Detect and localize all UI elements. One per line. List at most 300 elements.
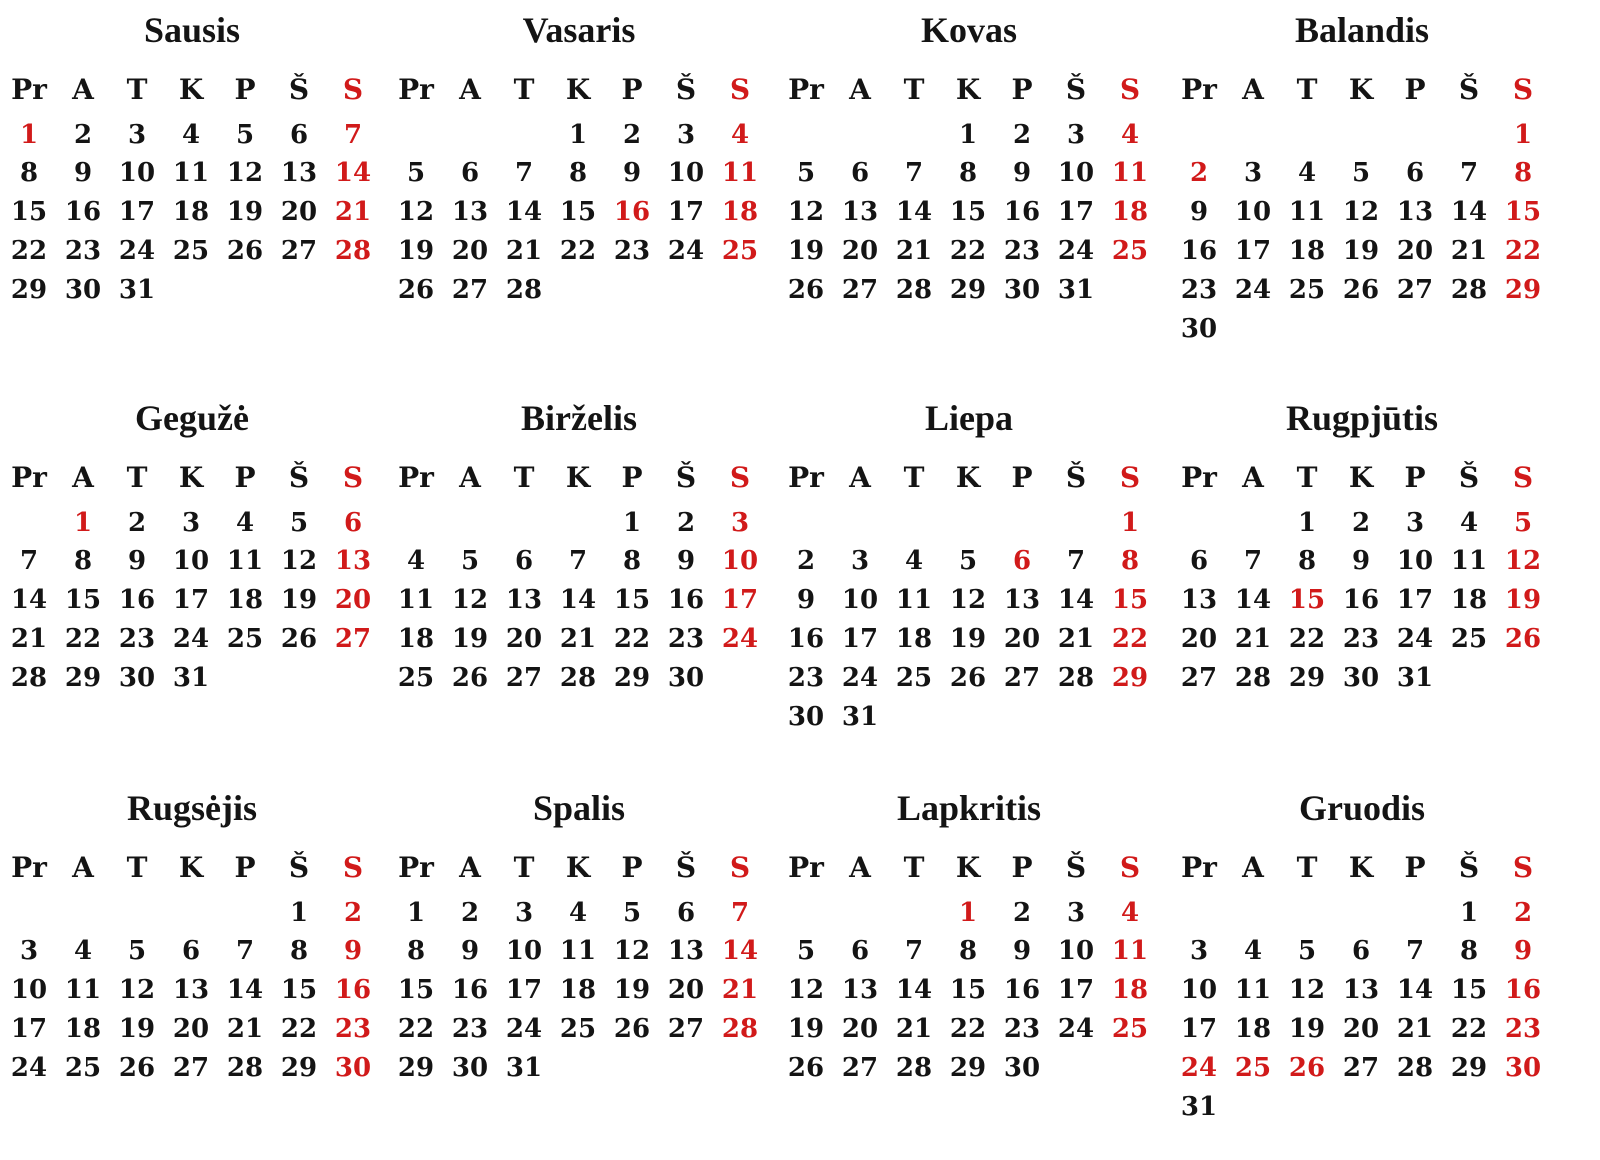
day-cell: 11 [1234,975,1272,1005]
day-cell: 5 [460,546,480,576]
day-cell: 14 [1057,585,1095,615]
weekday-label: Pr [11,461,47,494]
day-cell: 21 [1057,624,1095,654]
day-cell: 25 [895,663,933,693]
days-grid [777,118,1161,358]
day-cell: 6 [850,936,870,966]
day-cell-holiday: 5 [1513,508,1533,538]
day-cell: 16 [64,197,102,227]
day-cell: 29 [280,1053,318,1083]
day-cell-holiday: 9 [1513,936,1533,966]
day-cell: 26 [451,663,489,693]
day-cell: 27 [1342,1053,1380,1083]
day-cell: 21 [505,236,543,266]
day-cell: 4 [406,546,426,576]
day-cell: 21 [559,624,597,654]
weekday-label: Š [1065,851,1087,884]
day-cell: 16 [1180,236,1218,266]
day-cell-holiday: 11 [1111,158,1149,188]
weekday-label: A [459,461,481,494]
day-cell: 17 [1057,975,1095,1005]
day-cell: 24 [1396,624,1434,654]
month-title: Gruodis [1298,788,1426,828]
day-cell-holiday: 7 [343,120,363,150]
weekday-label: Š [1065,73,1087,106]
weekday-label: P [234,461,256,494]
day-cell: 24 [1234,275,1272,305]
day-cell: 10 [1396,546,1434,576]
day-cell-holiday: 12 [1504,546,1542,576]
weekday-label: S [342,461,364,494]
day-cell: 7 [1066,546,1086,576]
day-cell-holiday: 1 [958,898,978,928]
day-cell-holiday: 26 [1504,624,1542,654]
month-title: Birželis [521,398,637,438]
weekday-label: K [565,461,591,494]
day-cell: 10 [1180,975,1218,1005]
day-cell: 10 [118,158,156,188]
day-cell-holiday: 18 [1111,975,1149,1005]
day-cell: 1 [568,120,588,150]
day-cell: 4 [568,898,588,928]
weekday-header-row [0,70,384,110]
day-cell: 17 [172,585,210,615]
weekday-label: Š [1065,461,1087,494]
day-cell: 27 [1180,663,1218,693]
day-cell: 7 [904,158,924,188]
day-cell: 12 [949,585,987,615]
day-cell: 9 [796,585,816,615]
day-cell: 22 [613,624,651,654]
month-title: Rugsėjis [126,788,257,828]
day-cell: 3 [1066,898,1086,928]
weekday-label: S [729,461,751,494]
day-cell: 18 [1234,1014,1272,1044]
day-cell: 8 [406,936,426,966]
day-cell: 7 [1405,936,1425,966]
day-cell: 7 [568,546,588,576]
day-cell: 21 [895,236,933,266]
weekday-label: Pr [11,851,47,884]
day-cell-holiday: 2 [343,898,363,928]
day-cell: 17 [1396,585,1434,615]
weekday-label: K [955,851,981,884]
weekday-label: Pr [788,461,824,494]
day-cell: 18 [397,624,435,654]
day-cell-holiday: 19 [1504,585,1542,615]
day-cell-holiday: 15 [1288,585,1326,615]
weekday-label: P [1404,851,1426,884]
day-cell: 15 [559,197,597,227]
month-0 [0,10,384,370]
weekday-header-row [0,848,384,888]
day-cell: 25 [1288,275,1326,305]
day-cell: 6 [514,546,534,576]
month-title: Sausis [143,10,241,50]
day-cell-holiday: 2 [1189,158,1209,188]
weekday-label: Pr [1181,73,1217,106]
weekday-label: K [565,73,591,106]
day-cell: 5 [796,936,816,966]
weekday-label: A [459,851,481,884]
day-cell: 28 [895,1053,933,1083]
month-5 [387,398,771,758]
day-cell: 17 [118,197,156,227]
day-cell: 27 [172,1053,210,1083]
day-cell: 27 [841,1053,879,1083]
weekday-label: P [234,73,256,106]
day-cell-holiday: 2 [1513,898,1533,928]
day-cell: 8 [289,936,309,966]
day-cell: 13 [1180,585,1218,615]
day-cell: 19 [451,624,489,654]
day-cell: 27 [1003,663,1041,693]
weekday-header-row [387,848,771,888]
day-cell: 27 [841,275,879,305]
day-cell: 31 [172,663,210,693]
month-title: Spalis [532,788,626,828]
day-cell: 22 [64,624,102,654]
day-cell: 20 [1180,624,1218,654]
day-cell-holiday: 29 [1504,275,1542,305]
weekday-label: A [72,851,94,884]
day-cell: 17 [841,624,879,654]
month-10 [777,788,1161,1148]
day-cell: 12 [118,975,156,1005]
day-cell: 3 [1243,158,1263,188]
weekday-header-row [1170,70,1554,110]
weekday-label: P [234,851,256,884]
day-cell: 4 [73,936,93,966]
day-cell: 10 [1234,197,1272,227]
day-cell: 22 [559,236,597,266]
day-cell: 16 [451,975,489,1005]
day-cell: 20 [505,624,543,654]
day-cell-holiday: 15 [1504,197,1542,227]
weekday-label: T [1296,461,1318,494]
weekday-label: P [1404,461,1426,494]
day-cell-holiday: 29 [1111,663,1149,693]
day-cell-holiday: 28 [721,1014,759,1044]
day-cell: 5 [406,158,426,188]
day-cell: 27 [505,663,543,693]
day-cell: 13 [172,975,210,1005]
weekday-header-row [777,458,1161,498]
day-cell-holiday: 16 [334,975,372,1005]
weekday-label: K [178,73,204,106]
day-cell: 26 [226,236,264,266]
day-cell-holiday: 24 [721,624,759,654]
day-cell-holiday: 13 [334,546,372,576]
day-cell: 12 [1342,197,1380,227]
day-cell: 16 [118,585,156,615]
day-cell: 30 [1003,1053,1041,1083]
day-cell: 9 [1012,158,1032,188]
day-cell-holiday: 20 [334,585,372,615]
month-11 [1170,788,1554,1148]
day-cell: 29 [949,275,987,305]
day-cell-holiday: 9 [343,936,363,966]
day-cell: 17 [10,1014,48,1044]
day-cell: 1 [289,898,309,928]
day-cell: 30 [1003,275,1041,305]
day-cell: 15 [64,585,102,615]
day-cell: 28 [505,275,543,305]
day-cell: 8 [73,546,93,576]
weekday-label: Š [675,461,697,494]
month-9 [387,788,771,1148]
weekday-label: S [1512,73,1534,106]
day-cell: 3 [127,120,147,150]
day-cell: 2 [1351,508,1371,538]
day-cell: 2 [460,898,480,928]
day-cell: 19 [1342,236,1380,266]
day-cell: 21 [895,1014,933,1044]
day-cell: 26 [118,1053,156,1083]
day-cell: 11 [397,585,435,615]
day-cell: 25 [1450,624,1488,654]
day-cell: 16 [1342,585,1380,615]
day-cell: 23 [64,236,102,266]
day-cell: 10 [1057,158,1095,188]
day-cell: 13 [505,585,543,615]
weekday-label: K [178,461,204,494]
month-title: Liepa [924,398,1013,438]
weekday-label: K [178,851,204,884]
day-cell: 14 [1396,975,1434,1005]
day-cell-holiday: 6 [1012,546,1032,576]
day-cell: 13 [841,197,879,227]
weekday-label: S [1512,461,1534,494]
day-cell: 22 [280,1014,318,1044]
weekday-label: A [1242,851,1264,884]
day-cell: 30 [667,663,705,693]
day-cell: 6 [1351,936,1371,966]
day-cell: 26 [787,275,825,305]
weekday-label: Š [1458,461,1480,494]
day-cell: 28 [895,275,933,305]
day-cell: 5 [1297,936,1317,966]
day-cell: 8 [568,158,588,188]
day-cell: 16 [1003,975,1041,1005]
month-1 [387,10,771,370]
day-cell: 6 [850,158,870,188]
day-cell: 13 [1003,585,1041,615]
day-cell: 13 [667,936,705,966]
weekday-label: T [1296,73,1318,106]
weekday-label: Pr [398,73,434,106]
day-cell-holiday: 25 [1111,1014,1149,1044]
day-cell: 12 [787,197,825,227]
weekday-label: Š [288,461,310,494]
day-cell: 20 [841,236,879,266]
day-cell: 15 [613,585,651,615]
weekday-label: T [126,461,148,494]
day-cell: 14 [895,975,933,1005]
day-cell: 3 [181,508,201,538]
day-cell: 11 [559,936,597,966]
day-cell: 13 [1342,975,1380,1005]
weekday-label: Š [1458,851,1480,884]
day-cell-holiday: 8 [1513,158,1533,188]
day-cell: 18 [1450,585,1488,615]
weekday-header-row [1170,848,1554,888]
weekday-label: T [903,73,925,106]
day-cell: 15 [949,975,987,1005]
day-cell: 9 [622,158,642,188]
day-cell: 17 [667,197,705,227]
day-cell: 6 [676,898,696,928]
day-cell: 16 [787,624,825,654]
day-cell: 15 [10,197,48,227]
day-cell: 16 [667,585,705,615]
day-cell: 10 [667,158,705,188]
day-cell: 24 [10,1053,48,1083]
day-cell: 18 [226,585,264,615]
weekday-label: Pr [1181,461,1217,494]
day-cell: 19 [397,236,435,266]
day-cell: 27 [667,1014,705,1044]
day-cell: 20 [1003,624,1041,654]
days-grid [777,506,1161,746]
day-cell: 9 [127,546,147,576]
day-cell: 23 [1180,275,1218,305]
day-cell: 31 [1057,275,1095,305]
weekday-label: S [729,851,751,884]
day-cell: 28 [10,663,48,693]
day-cell: 30 [118,663,156,693]
day-cell: 1 [1459,898,1479,928]
day-cell-holiday: 1 [73,508,93,538]
day-cell: 17 [1234,236,1272,266]
day-cell-holiday: 4 [1120,120,1140,150]
day-cell: 5 [127,936,147,966]
weekday-label: K [955,73,981,106]
day-cell: 29 [949,1053,987,1083]
weekday-label: P [1011,461,1033,494]
day-cell: 15 [949,197,987,227]
day-cell: 2 [73,120,93,150]
weekday-label: S [1119,73,1141,106]
month-title: Vasaris [522,10,636,50]
day-cell: 30 [1342,663,1380,693]
weekday-label: T [903,461,925,494]
day-cell-holiday: 14 [721,936,759,966]
day-cell: 13 [841,975,879,1005]
day-cell: 19 [118,1014,156,1044]
days-grid [0,896,384,1136]
day-cell: 13 [280,158,318,188]
day-cell-holiday: 22 [1111,624,1149,654]
day-cell: 23 [613,236,651,266]
day-cell: 9 [73,158,93,188]
weekday-label: A [849,461,871,494]
day-cell: 22 [949,236,987,266]
day-cell: 20 [172,1014,210,1044]
day-cell: 4 [904,546,924,576]
month-8 [0,788,384,1148]
weekday-label: Š [288,851,310,884]
weekday-label: S [1512,851,1534,884]
day-cell: 10 [841,585,879,615]
day-cell: 13 [1396,197,1434,227]
day-cell: 9 [1351,546,1371,576]
day-cell: 28 [226,1053,264,1083]
day-cell: 24 [1057,1014,1095,1044]
day-cell: 19 [787,236,825,266]
day-cell: 4 [1459,508,1479,538]
day-cell: 8 [1297,546,1317,576]
day-cell: 18 [559,975,597,1005]
day-cell-holiday: 1 [19,120,39,150]
day-cell-holiday: 11 [721,158,759,188]
weekday-label: K [1348,851,1374,884]
weekday-label: S [342,73,364,106]
weekday-label: T [513,851,535,884]
day-cell: 18 [1288,236,1326,266]
day-cell: 5 [289,508,309,538]
month-title: Lapkritis [896,788,1042,828]
day-cell-holiday: 25 [721,236,759,266]
month-3 [1170,10,1554,370]
day-cell: 9 [676,546,696,576]
day-cell: 22 [949,1014,987,1044]
weekday-label: Pr [398,851,434,884]
weekday-label: A [459,73,481,106]
day-cell: 3 [514,898,534,928]
day-cell: 21 [226,1014,264,1044]
day-cell: 8 [958,158,978,188]
days-grid [1170,506,1554,746]
day-cell: 20 [841,1014,879,1044]
day-cell: 11 [64,975,102,1005]
day-cell: 28 [1396,1053,1434,1083]
day-cell: 2 [1012,898,1032,928]
day-cell: 2 [622,120,642,150]
weekday-label: S [1119,851,1141,884]
day-cell: 17 [1180,1014,1218,1044]
weekday-label: Pr [788,73,824,106]
day-cell-holiday: 21 [334,197,372,227]
day-cell: 24 [1057,236,1095,266]
day-cell: 28 [559,663,597,693]
day-cell: 6 [181,936,201,966]
day-cell: 21 [1450,236,1488,266]
day-cell: 7 [1243,546,1263,576]
weekday-label: S [342,851,364,884]
day-cell: 8 [1459,936,1479,966]
day-cell: 27 [451,275,489,305]
day-cell: 11 [172,158,210,188]
day-cell: 10 [505,936,543,966]
day-cell: 15 [1450,975,1488,1005]
day-cell: 5 [1351,158,1371,188]
weekday-label: T [903,851,925,884]
day-cell-holiday: 30 [1504,1053,1542,1083]
days-grid [777,896,1161,1136]
day-cell-holiday: 26 [1288,1053,1326,1083]
weekday-label: K [1348,461,1374,494]
days-grid [0,506,384,746]
weekday-label: Pr [398,461,434,494]
weekday-label: K [955,461,981,494]
day-cell: 22 [1288,624,1326,654]
day-cell: 26 [787,1053,825,1083]
day-cell: 12 [1288,975,1326,1005]
day-cell: 14 [505,197,543,227]
day-cell: 30 [64,275,102,305]
day-cell: 12 [613,936,651,966]
